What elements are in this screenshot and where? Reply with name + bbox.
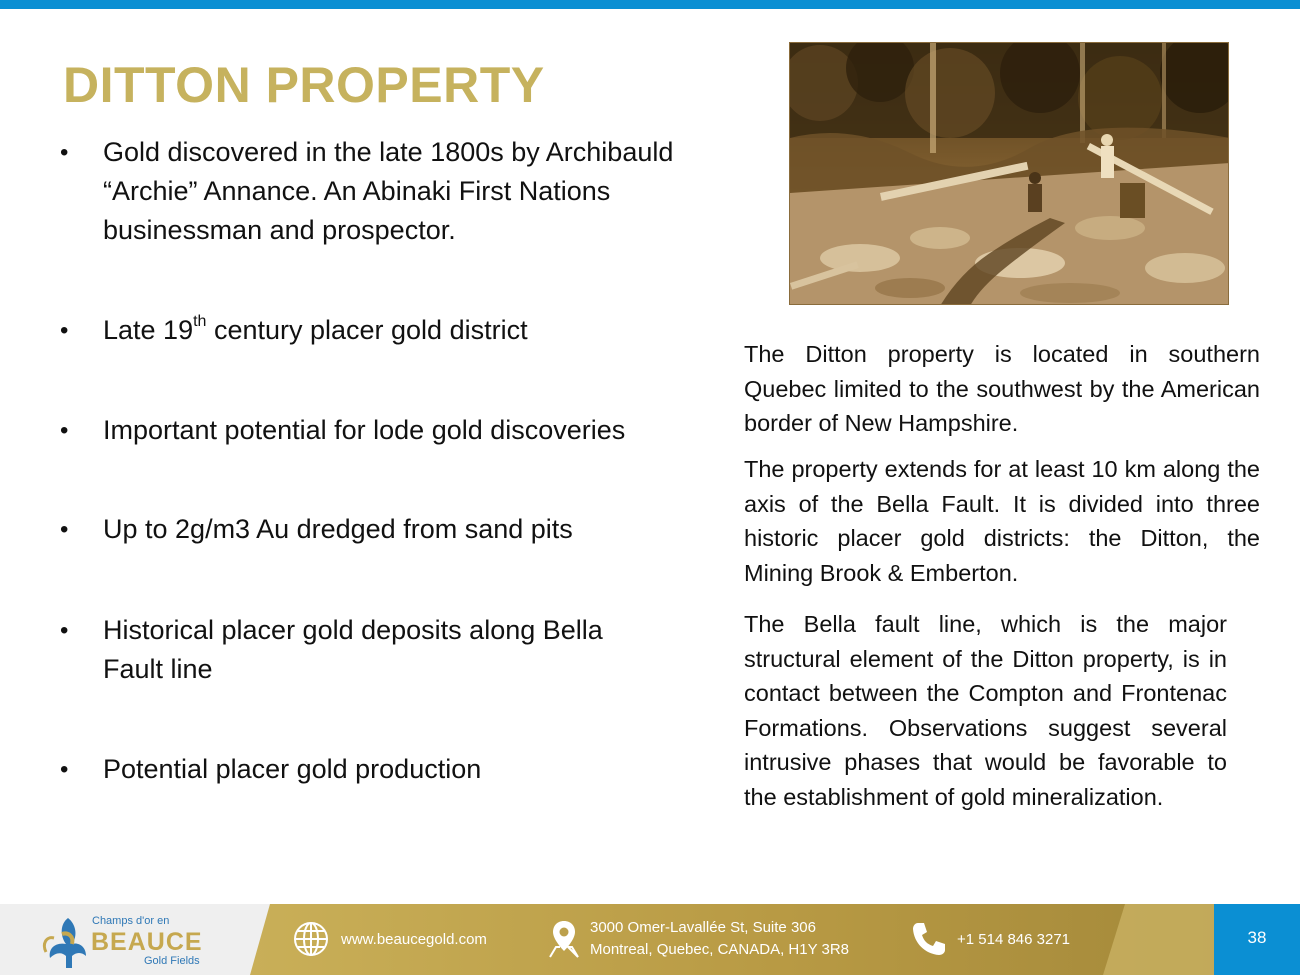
bullet-text-after: century placer gold district bbox=[206, 315, 528, 345]
bullet-glyph: • bbox=[60, 139, 69, 166]
map-pin-icon bbox=[548, 919, 580, 959]
description-paragraph-extent: The property extends for at least 10 km along the axis of the Bella Fault. It is divided into three historic placer gold districts: the Ditton, the Mining Brook & Emberton. bbox=[744, 456, 1260, 586]
logo-main-text: BEAUCE bbox=[91, 928, 203, 956]
historic-mining-photo bbox=[789, 42, 1229, 305]
bullet-item-dredged bbox=[60, 510, 730, 549]
bullet-glyph: • bbox=[60, 516, 69, 543]
bullet-text: Up to 2g/m3 Au dredged from sand pits bbox=[103, 514, 573, 544]
description-paragraph-fault: The Bella fault line, which is the major structural element of the Ditton property, is in contact between the Compton and Frontenac Formations. Observations suggest several intrusive phases that would be favorable to the establishment of gold mineralization. bbox=[744, 611, 1227, 810]
page-number: 38 bbox=[1247, 928, 1267, 947]
bullet-glyph: • bbox=[60, 756, 69, 783]
bullet-text: Important potential for lode gold discoveries bbox=[103, 415, 626, 445]
bullet-text: Historical placer gold deposits along Bella Fault line bbox=[103, 615, 603, 684]
page-title: DITTON PROPERTY bbox=[63, 57, 545, 113]
address-line-2: Montreal, Quebec, CANADA, H1Y 3R8 bbox=[590, 941, 850, 958]
address-line-1: 3000 Omer-Lavallée St, Suite 306 bbox=[590, 919, 816, 936]
bullet-text: Gold discovered in the late 1800s by Archibauld “Archie” Annance. An Abinaki First Nations businessman and prospector. bbox=[103, 137, 674, 245]
bullet-text: Potential placer gold production bbox=[103, 754, 482, 784]
logo-sub-text: Gold Fields bbox=[144, 955, 200, 967]
bullet-glyph: • bbox=[60, 417, 69, 444]
bullet-text bbox=[103, 311, 730, 350]
website-link[interactable]: www.beaucegold.com bbox=[341, 931, 487, 948]
bullet-item-lode-potential bbox=[60, 411, 730, 450]
footer bbox=[0, 904, 1300, 975]
logo-top-text: Champs d'or en bbox=[92, 915, 170, 927]
bullet-item-production bbox=[60, 750, 730, 789]
bullet-glyph: • bbox=[60, 317, 69, 344]
top-accent-bar bbox=[0, 0, 1300, 9]
phone-icon bbox=[910, 920, 948, 958]
description-paragraph-location: The Ditton property is located in southern Quebec limited to the southwest by the American border of New Hampshire. bbox=[744, 341, 1260, 436]
bullet-text-before: Late 19 bbox=[103, 315, 194, 345]
phone-number[interactable]: +1 514 846 3271 bbox=[957, 931, 1071, 948]
beauce-gold-fields-logo bbox=[38, 914, 218, 970]
bullet-glyph: • bbox=[60, 617, 69, 644]
bullet-item-historical-deposits bbox=[60, 611, 730, 689]
fleur-de-lis-icon bbox=[38, 914, 90, 970]
bullet-superscript: th bbox=[193, 313, 207, 330]
bullet-item-discovery bbox=[60, 133, 730, 250]
bullet-item-district bbox=[60, 311, 730, 350]
globe-icon bbox=[293, 921, 329, 957]
